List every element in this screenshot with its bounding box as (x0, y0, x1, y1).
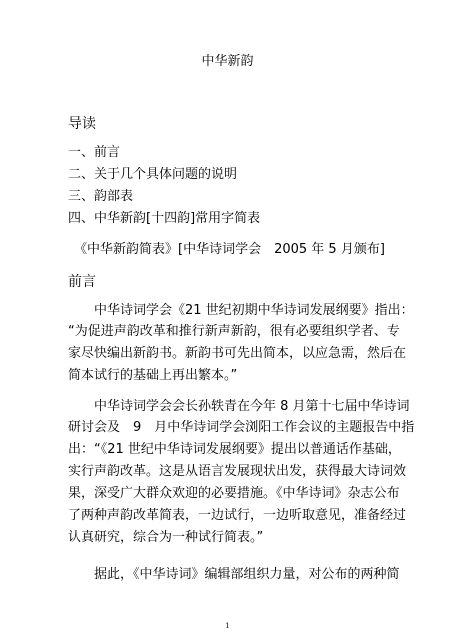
paragraph-line: 实行声韵改革。这是从语言发展现状出发，获得最大诗词效 (68, 464, 407, 479)
paragraph-line: 中华诗词学会《21 世纪初期中华诗词发展纲要》指出： (94, 303, 414, 318)
paragraph-line: 简本试行的基础上再出繁本。” (68, 368, 238, 383)
toc-item-notes: 二、关于几个具体问题的说明 (68, 167, 238, 182)
paragraph-line: 果，深受广大群众欢迎的必要措施。《中华诗词》杂志公布 (68, 486, 400, 501)
paragraph-line: 据此，《中华诗词》编辑部组织力量，对公布的两种简 (94, 567, 400, 582)
guide-heading: 导读 (68, 116, 96, 132)
document-title: 中华新韵 (201, 54, 254, 69)
toc-item-character-table: 四、中华新韵[十四韵]常用字简表 (68, 211, 261, 226)
paragraph-line: 认真研究，综合为一种试行简表。” (68, 530, 264, 545)
page-number: 1 (225, 622, 230, 630)
paragraph-line: 研讨会及 9 月中华诗词学会浏阳工作会议的主题报告中指 (68, 420, 415, 435)
paragraph-line: 家尽快编出新韵书。新韵书可先出简本，以应急需，然后在 (68, 346, 407, 361)
paragraph-line: “为促进声韵改革和推行新声新韵，很有必要组织学者、专 (68, 324, 400, 339)
paragraph-line: 了两种声韵改革简表，一边试行，一边听取意见，准备经过 (68, 508, 407, 523)
source-line: 《中华新韵简表》[中华诗词学会 2005 年 5 月颁布] (74, 242, 385, 257)
toc-item-rhyme-table: 三、韵部表 (68, 189, 134, 204)
paragraph-line: 出：“《21 世纪中华诗词发展纲要》提出以普通话作基础， (68, 442, 401, 457)
preface-heading: 前言 (68, 274, 96, 290)
paragraph-line: 中华诗词学会会长孙轶青在今年 8 月第十七届中华诗词 (94, 399, 410, 414)
toc-item-preface: 一、前言 (68, 145, 121, 160)
